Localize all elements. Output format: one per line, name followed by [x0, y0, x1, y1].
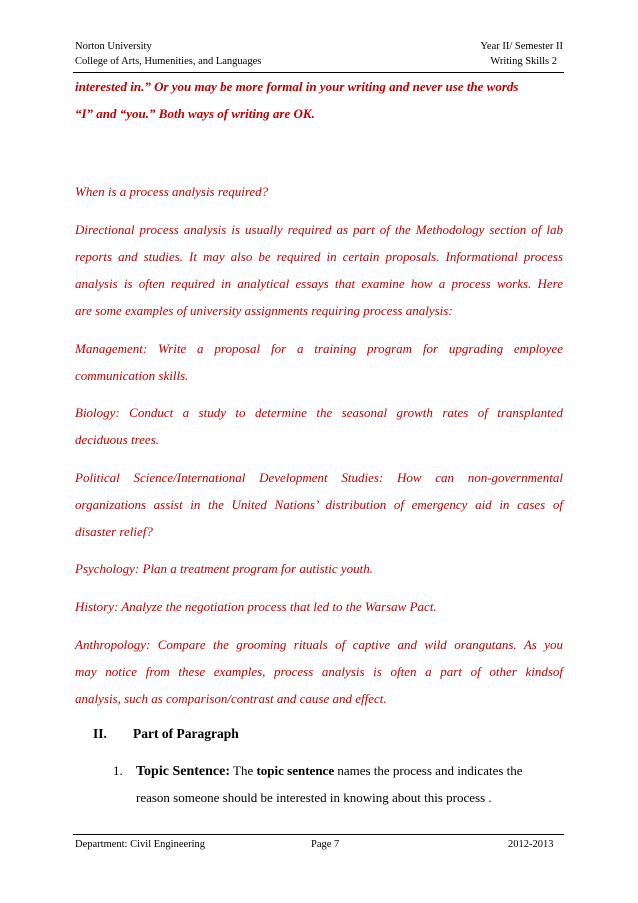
political-line-1: Political Science/International Development Studies: How can non-governmental: [75, 470, 563, 485]
footer-academic-year: 2012-2013: [508, 839, 554, 850]
history-line: History: Analyze the negotiation process that led to the Warsaw Pact.: [75, 599, 437, 614]
biology-line-1: Biology: Conduct a study to determine the seasonal growth rates of transplanted: [75, 405, 563, 420]
header-course: Writing Skills 2: [490, 56, 557, 67]
footer-page-number: Page 7: [311, 839, 340, 850]
topic-item-number: 1.: [113, 763, 123, 778]
anthropology-line-1: Anthropology: Compare the grooming rituals of captive and wild orangutans. As you: [75, 637, 563, 652]
footer-department: Department: Civil Engineering: [75, 839, 206, 850]
topic-label: Topic Sentence:: [136, 764, 230, 779]
question-heading: When is a process analysis required?: [75, 184, 269, 199]
header-university: Norton University: [75, 41, 152, 52]
biology-line-2: deciduous trees.: [75, 432, 159, 447]
header-college: College of Arts, Humenities, and Languages: [75, 56, 262, 67]
topic-text-a: The: [229, 763, 257, 778]
directional-line-2: reports and studies. It may also be required in certain proposals. Informational process: [75, 249, 563, 264]
intro-line-1: interested in.” Or you may be more formal in your writing and never use the words: [75, 79, 519, 94]
management-line-1: Management: Write a proposal for a training program for upgrading employee: [75, 341, 563, 356]
section-number: II.: [93, 726, 107, 741]
page-header: [75, 39, 563, 69]
header-year-semester: Year II/ Semester II: [480, 41, 563, 52]
intro-line-2: “I” and “you.” Both ways of writing are OK.: [75, 106, 315, 121]
anthropology-line-2: may notice from these examples, process analysis is often a part of other kindsof: [75, 664, 563, 679]
political-line-3: disaster relief?: [75, 524, 153, 539]
topic-item-line-1: [136, 763, 523, 780]
section-title: Part of Paragraph: [133, 726, 239, 741]
footer-divider: [73, 834, 564, 835]
topic-item-line-2: reason someone should be interested in knowing about this process .: [136, 790, 492, 805]
topic-text-b: names the process and indicates the: [334, 763, 523, 778]
political-line-2: organizations assist in the United Nations’ distribution of emergency aid in cases of: [75, 497, 563, 512]
directional-line-1: Directional process analysis is usually required as part of the Methodology section of lab: [75, 222, 563, 237]
directional-line-3: analysis is often required in analytical essays that examine how a process works. Here: [75, 276, 563, 291]
topic-bold-term: topic sentence: [256, 763, 335, 778]
directional-line-4: are some examples of university assignments requiring process analysis:: [75, 303, 453, 318]
management-line-2: communication skills.: [75, 368, 189, 383]
psychology-line: Psychology: Plan a treatment program for autistic youth.: [75, 561, 373, 576]
anthropology-line-3: analysis, such as comparison/contrast and cause and effect.: [75, 691, 387, 706]
header-divider: [73, 72, 564, 73]
